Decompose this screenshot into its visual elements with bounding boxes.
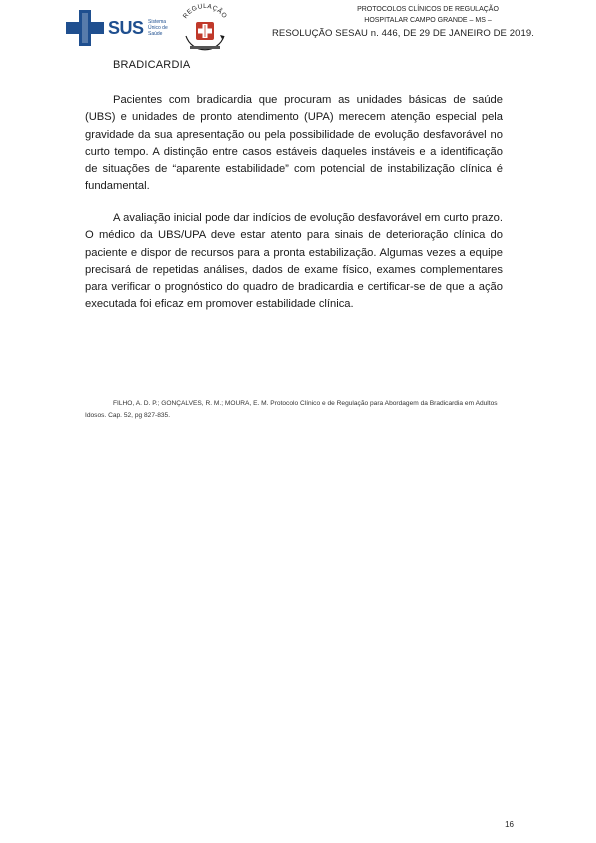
regulacao-logo xyxy=(174,2,236,54)
page-number: 16 xyxy=(505,820,514,829)
sus-logo-subtext: Sistema Único de Saúde xyxy=(148,19,168,37)
header-protocol-title: PROTOCOLOS CLÍNICOS DE REGULAÇÃO xyxy=(357,6,499,13)
paragraph-1: Pacientes com bradicardia que procuram as unidades básicas de saúde (UBS) e unidades de pronto atendimento (UPA) merecem atenção especial pela gravidade da sua apresentação ou pela possibilidade de evolução desfavorável no curto tempo. A distinção entre casos estáveis daqueles instáveis e a identificação de situações de “aparente estabilidade” com potencial de instabilização clínica é fundamental. xyxy=(85,94,503,193)
page-title: BRADICARDIA xyxy=(113,59,191,71)
sus-logo-text: SUS xyxy=(108,18,144,38)
header-resolution: RESOLUÇÃO SESAU n. 446, DE 29 DE JANEIRO DE 2019. xyxy=(271,28,534,39)
paragraph-2: A avaliação inicial pode dar indícios de evolução desfavorável em curto prazo. O médico da UBS/UPA deve estar atento para sinais de deterioração clínica do paciente e dispor de recursos para a pronta estabilização. Algumas vezes a equipe precisará de repetidas análises, dados de exame físico, exames complementares para verificar o prognóstico do quadro de bradicardia e certificar-se de que a ação executada foi eficaz em promover estabilidade clínica. xyxy=(85,212,503,311)
reference-citation: FILHO, A. D. P.; GONÇALVES, R. M.; MOURA, E. M. Protocolo Clínico e de Regulação para Abordagem da Bradicardia em Adultos Idosos. Cap. 52, pg 827-835. xyxy=(85,400,498,419)
svg-text:REGULAÇÃO xyxy=(182,3,228,20)
sus-logo xyxy=(64,8,182,48)
header-hospital-name: HOSPITALAR CAMPO GRANDE – MS – xyxy=(364,17,492,24)
regulacao-logo-text: REGULAÇÃO xyxy=(181,2,229,20)
sus-cross-icon xyxy=(64,8,108,48)
